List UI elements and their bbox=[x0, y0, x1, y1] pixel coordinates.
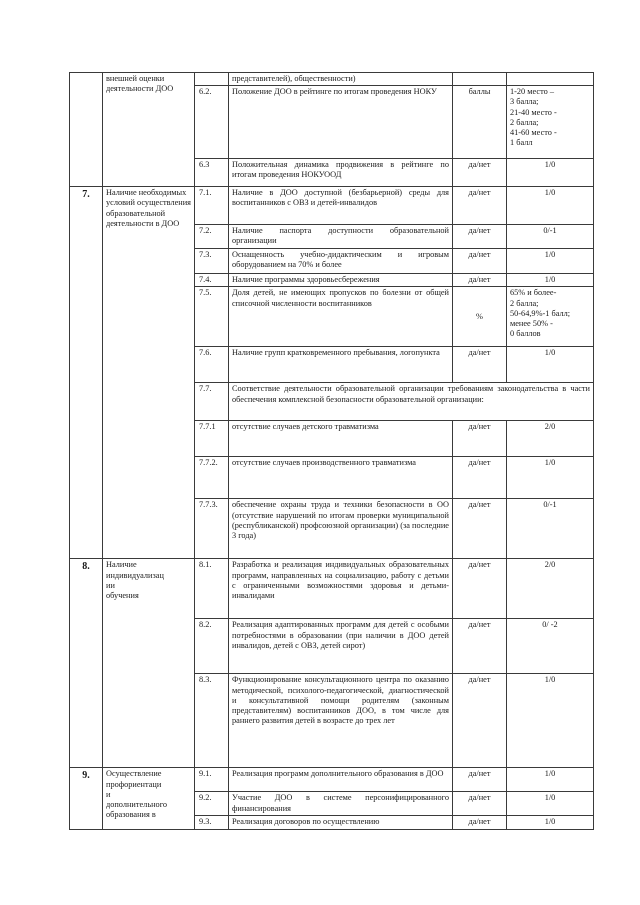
score-cell: 2/0 bbox=[507, 421, 594, 457]
indicator-text: обеспечение охраны труда и техники безопасности в ОО (отсутствие нарушений по итогам проверки муниципальной (республиканской) профсоюзной организации) (за последние 3 года) bbox=[229, 499, 453, 559]
criterion-name-line: ии bbox=[106, 580, 115, 590]
table-row bbox=[70, 768, 594, 792]
score-line: 2 балла; bbox=[510, 117, 539, 127]
unit-cell: баллы bbox=[453, 86, 507, 159]
table-row bbox=[70, 187, 594, 225]
indicator-text: представителей), общественности) bbox=[229, 73, 453, 86]
table-row bbox=[70, 73, 594, 86]
criterion-name bbox=[103, 559, 195, 768]
criterion-name: Наличие необходимых условий осуществления образовательной деятельности в ДОО bbox=[103, 187, 195, 559]
unit-cell: да/нет bbox=[453, 347, 507, 383]
item-number: 8.2. bbox=[195, 619, 229, 674]
item-number: 7.7.2. bbox=[195, 457, 229, 499]
score-cell: 1/0 bbox=[507, 274, 594, 287]
indicator-text: отсутствие случаев детского травматизма bbox=[229, 421, 453, 457]
item-number: 7.7. bbox=[195, 383, 229, 421]
item-number: 9.1. bbox=[195, 768, 229, 792]
score-cell bbox=[507, 287, 594, 347]
score-cell: 1/0 bbox=[507, 249, 594, 274]
item-number bbox=[195, 73, 229, 86]
unit-cell bbox=[453, 73, 507, 86]
criterion-name-line: Осуществление bbox=[106, 769, 162, 779]
score-cell: 0/-1 bbox=[507, 225, 594, 249]
criteria-table bbox=[69, 72, 594, 830]
item-number: 7.1. bbox=[195, 187, 229, 225]
criterion-name bbox=[103, 768, 195, 829]
unit-cell: да/нет bbox=[453, 457, 507, 499]
unit-cell: да/нет bbox=[453, 792, 507, 816]
indicator-text: Доля детей, не имеющих пропусков по болезни от общей списочной численности воспитанников bbox=[229, 287, 453, 347]
unit-cell: да/нет bbox=[453, 225, 507, 249]
item-number: 7.2. bbox=[195, 225, 229, 249]
criterion-name-line: Наличие bbox=[106, 560, 137, 570]
score-cell: 0/ -2 bbox=[507, 619, 594, 674]
indicator-text: Функционирование консультационного центра по оказанию методической, психолого-педагогической, диагностической и консультативной помощи родителям (законным представителям) воспитанников ДОО, в том числе для раннего развития детей в возрасте до трех лет bbox=[229, 674, 453, 768]
score-line: 1 балл bbox=[510, 138, 533, 148]
unit-cell: да/нет bbox=[453, 421, 507, 457]
item-number: 6.2. bbox=[195, 86, 229, 159]
indicator-text: Положительная динамика продвижения в рейтинге по итогам проведения НОКУООД bbox=[229, 159, 453, 187]
score-cell: 1/0 bbox=[507, 816, 594, 829]
item-number: 7.7.3. bbox=[195, 499, 229, 559]
score-cell: 1/0 bbox=[507, 347, 594, 383]
item-number: 7.7.1 bbox=[195, 421, 229, 457]
item-number: 7.3. bbox=[195, 249, 229, 274]
unit-cell: да/нет bbox=[453, 187, 507, 225]
score-line: 21-40 место - bbox=[510, 107, 557, 117]
table-row bbox=[70, 559, 594, 619]
criterion-number: 9. bbox=[70, 768, 103, 829]
score-line: 2 балла; bbox=[510, 298, 539, 308]
item-number: 9.3. bbox=[195, 816, 229, 829]
unit-cell: да/нет bbox=[453, 249, 507, 274]
item-number: 6.3 bbox=[195, 159, 229, 187]
unit-cell: да/нет bbox=[453, 559, 507, 619]
indicator-text: Положение ДОО в рейтинге по итогам проведения НОКУ bbox=[229, 86, 453, 159]
item-number: 8.1. bbox=[195, 559, 229, 619]
indicator-text: Реализация договоров по осуществлению bbox=[229, 816, 453, 829]
score-cell: 1/0 bbox=[507, 457, 594, 499]
criterion-name-line: индивидуализац bbox=[106, 570, 164, 580]
unit-cell: да/нет bbox=[453, 816, 507, 829]
indicator-text: Наличие в ДОО доступной (безбарьерной) среды для воспитанников с ОВЗ и детей-инвалидов bbox=[229, 187, 453, 225]
score-cell: 1/0 bbox=[507, 159, 594, 187]
score-line: 1-20 место – bbox=[510, 87, 554, 97]
score-line: менее 50% - bbox=[510, 319, 553, 329]
item-number: 7.6. bbox=[195, 347, 229, 383]
criterion-name-line: образования в bbox=[106, 810, 156, 820]
score-line: 65% и более- bbox=[510, 288, 557, 298]
unit-cell: да/нет bbox=[453, 674, 507, 768]
score-cell bbox=[507, 73, 594, 86]
criterion-name-line: профориентаци bbox=[106, 779, 162, 789]
criterion-number bbox=[70, 73, 103, 187]
criterion-name-line: и bbox=[106, 789, 111, 799]
criterion-name-line: дополнительного bbox=[106, 800, 168, 810]
indicator-text: отсутствие случаев производственного травматизма bbox=[229, 457, 453, 499]
indicator-text: Наличие программы здоровьесбережения bbox=[229, 274, 453, 287]
indicator-text: Наличие паспорта доступности образовательной организации bbox=[229, 225, 453, 249]
score-line: 50-64,9%-1 балл; bbox=[510, 308, 571, 318]
score-cell bbox=[507, 86, 594, 159]
score-line: 3 балла; bbox=[510, 97, 539, 107]
unit-cell: да/нет bbox=[453, 274, 507, 287]
item-number: 9.2. bbox=[195, 792, 229, 816]
unit-cell: да/нет bbox=[453, 159, 507, 187]
criterion-name: внешней оценки деятельности ДОО bbox=[103, 73, 195, 187]
item-number: 8.3. bbox=[195, 674, 229, 768]
criterion-number: 8. bbox=[70, 559, 103, 768]
indicator-text: Соответствие деятельности образовательной организации требованиям законодательства в части обеспечения комплексной безопасности образовательной организации: bbox=[229, 383, 594, 421]
unit-cell: да/нет bbox=[453, 768, 507, 792]
indicator-text: Разработка и реализация индивидуальных образовательных программ, направленных на социализацию, работу с детьми с ограниченными возможностями здоровья и детьми-инвалидами bbox=[229, 559, 453, 619]
score-cell: 1/0 bbox=[507, 792, 594, 816]
item-number: 7.4. bbox=[195, 274, 229, 287]
indicator-text: Участие ДОО в системе персонифицированного финансирования bbox=[229, 792, 453, 816]
indicator-text: Наличие групп кратковременного пребывания, логопункта bbox=[229, 347, 453, 383]
indicator-text: Реализация программ дополнительного образования в ДОО bbox=[229, 768, 453, 792]
score-cell: 1/0 bbox=[507, 674, 594, 768]
indicator-text: Реализация адаптированных программ для детей с особыми потребностями в образовании (при наличии в ДОО детей инвалидов, детей с ОВЗ, детей сирот) bbox=[229, 619, 453, 674]
score-cell: 1/0 bbox=[507, 768, 594, 792]
score-cell: 2/0 bbox=[507, 559, 594, 619]
unit-cell: да/нет bbox=[453, 619, 507, 674]
criterion-number: 7. bbox=[70, 187, 103, 559]
item-number: 7.5. bbox=[195, 287, 229, 347]
score-line: 41-60 место - bbox=[510, 128, 557, 138]
indicator-text: Оснащенность учебно-дидактическим и игровым оборудованием на 70% и более bbox=[229, 249, 453, 274]
score-line: 0 баллов bbox=[510, 329, 541, 339]
criterion-name-line: обучения bbox=[106, 591, 139, 601]
score-cell: 1/0 bbox=[507, 187, 594, 225]
score-cell: 0/-1 bbox=[507, 499, 594, 559]
unit-cell: да/нет bbox=[453, 499, 507, 559]
unit-cell: % bbox=[453, 287, 507, 347]
